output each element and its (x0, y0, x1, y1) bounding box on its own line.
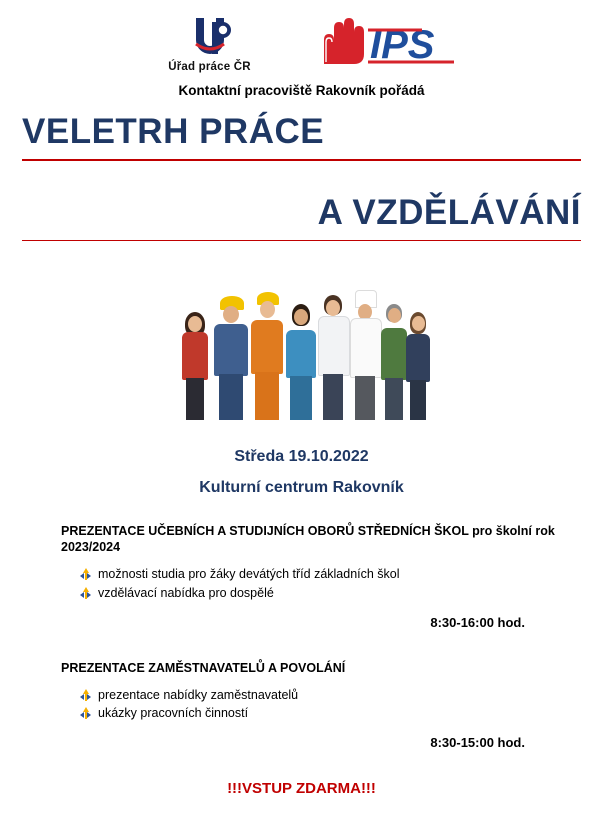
photo-wrap (0, 263, 603, 426)
list-item (62, 565, 581, 584)
title-block (0, 114, 603, 241)
title-line-1: VELETRH PRÁCE (22, 112, 325, 151)
section-schools-bullets (62, 565, 581, 603)
arrow-bullet-icon (80, 707, 91, 720)
upcr-logo-label: Úřad práce ČR (168, 61, 251, 73)
logo-row (0, 0, 603, 73)
event-place: Kulturní centrum Rakovník (199, 478, 404, 496)
arrow-bullet-icon (80, 587, 91, 600)
title-rule-top (22, 159, 581, 161)
event-date: Středa 19.10.2022 (234, 447, 369, 465)
list-item-label: možnosti studia pro žáky devátých tříd základních škol (98, 567, 400, 582)
section-schools (0, 523, 603, 630)
title-rule-bottom (22, 240, 581, 241)
list-item-label: ukázky pracovních činností (98, 706, 249, 721)
section-schools-time: 8:30-16:00 hod. (430, 614, 525, 630)
arrow-bullet-icon (80, 568, 91, 581)
arrow-bullet-icon (80, 689, 91, 702)
upcr-logo (150, 14, 270, 73)
photo-ground (173, 420, 431, 426)
person-chef (347, 290, 383, 422)
list-item (62, 686, 581, 705)
person-nurse-blue (283, 302, 319, 422)
list-item (62, 584, 581, 603)
free-entry-note: !!!VSTUP ZDARMA!!! (227, 780, 376, 798)
list-item (62, 704, 581, 723)
section-employers (0, 660, 603, 750)
list-item-label: vzdělávací nabídka pro dospělé (98, 586, 274, 600)
professionals-photo (173, 263, 431, 426)
person-worker-yellow-helmet (211, 296, 251, 422)
svg-text:IPS: IPS (369, 23, 434, 67)
list-item-label: prezentace nabídky zaměstnavatelů (98, 687, 299, 702)
upcr-logo-icon (150, 14, 270, 60)
section-employers-heading: PREZENTACE ZAMĚSTNAVATELŮ A POVOLÁNÍ (61, 660, 346, 675)
section-employers-time: 8:30-15:00 hod. (430, 735, 525, 751)
person-worker-orange (247, 292, 287, 422)
person-doctor-white (315, 294, 351, 422)
person-businesswoman (405, 310, 431, 422)
section-schools-heading: PREZENTACE UČEBNÍCH A STUDIJNÍCH OBORŮ STŘEDNÍCH ŠKOL pro školní rok 2023/2024 (61, 523, 555, 555)
ips-logo-icon (304, 14, 454, 70)
person-woman-red (177, 310, 213, 422)
organizer-line: Kontaktní pracoviště Rakovník pořádá (178, 83, 425, 98)
title-line-2: A VZDĚLÁVÁNÍ (317, 192, 581, 232)
section-employers-bullets (62, 686, 581, 724)
ips-logo (304, 14, 454, 70)
